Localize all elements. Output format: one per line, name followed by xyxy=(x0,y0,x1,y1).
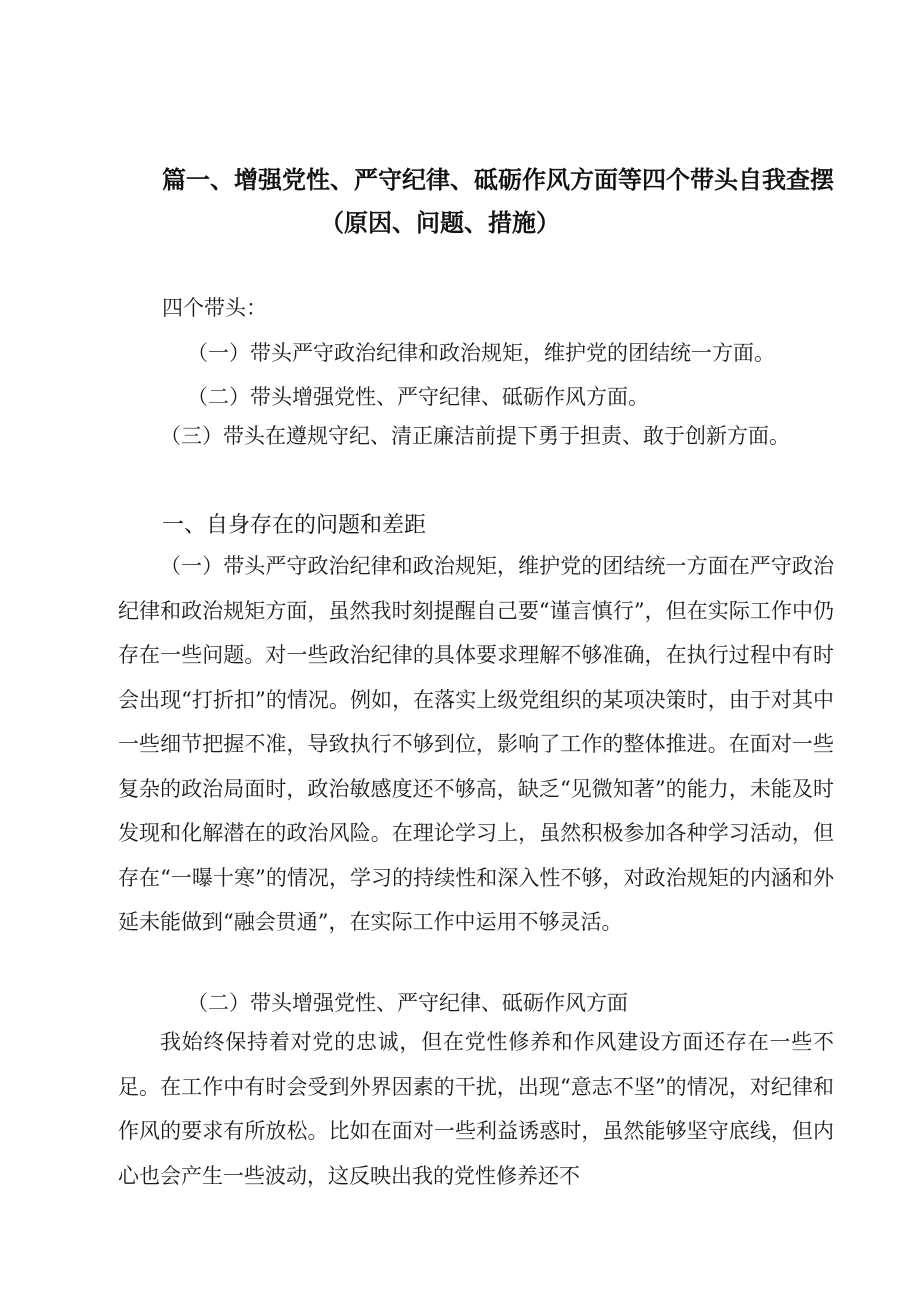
intro-label: 四个带头： xyxy=(162,296,267,320)
intro-item-3: （三）带头在遵规守纪、清正廉洁前提下勇于担责、敢于创新方面。 xyxy=(160,424,790,448)
intro-item-1: （一）带头严守政治纪律和政治规矩，维护党的团结统一方面。 xyxy=(187,341,775,365)
document-title: 篇一、增强党性、严守纪律、砥砺作风方面等四个带头自我查摆 xyxy=(162,166,834,194)
document-subtitle: （原因、问题、措施） xyxy=(320,209,560,237)
subsection-heading-2: （二）带头增强党性、严守纪律、砥砺作风方面 xyxy=(187,991,628,1015)
section-paragraph-1: （一）带头严守政治纪律和政治规矩，维护党的团结统一方面在严守政治纪律和政治规矩方面，虽然我时刻提醒自己要“谨言慎行”，但在实际工作中仍存在一些问题。对一些政治纪律的具体要求理解不够准确，在执行过程中有时会出现“打折扣”的情况。例如，在落实上级党组织的某项决策时，由于对其中一些细节把握不准，导致执行不够到位，影响了工作的整体推进。在面对一些复杂的政治局面时，政治敏感度还不够高，缺乏“见微知著”的能力，未能及时发现和化解潜在的政治风险。在理论学习上，虽然积极参加各种学习活动，但存在“一曝十寒”的情况，学习的持续性和深入性不够，对政治规矩的内涵和外延未能做到“融会贯通”，在实际工作中运用不够灵活。 xyxy=(118,554,834,934)
section-heading: 一、自身存在的问题和差距 xyxy=(162,513,427,538)
section-paragraph-2: 我始终保持着对党的忠诚，但在党性修养和作风建设方面还存在一些不足。在工作中有时会受到外界因素的干扰，出现“意志不坚”的情况，对纪律和作风的要求有所放松。比如在面对一些利益诱惑时，虽然能够坚守底线，但内心也会产生一些波动，这反映出我的党性修养还不 xyxy=(118,1030,834,1188)
intro-item-2: （二）带头增强党性、严守纪律、砥砺作风方面。 xyxy=(187,385,649,409)
